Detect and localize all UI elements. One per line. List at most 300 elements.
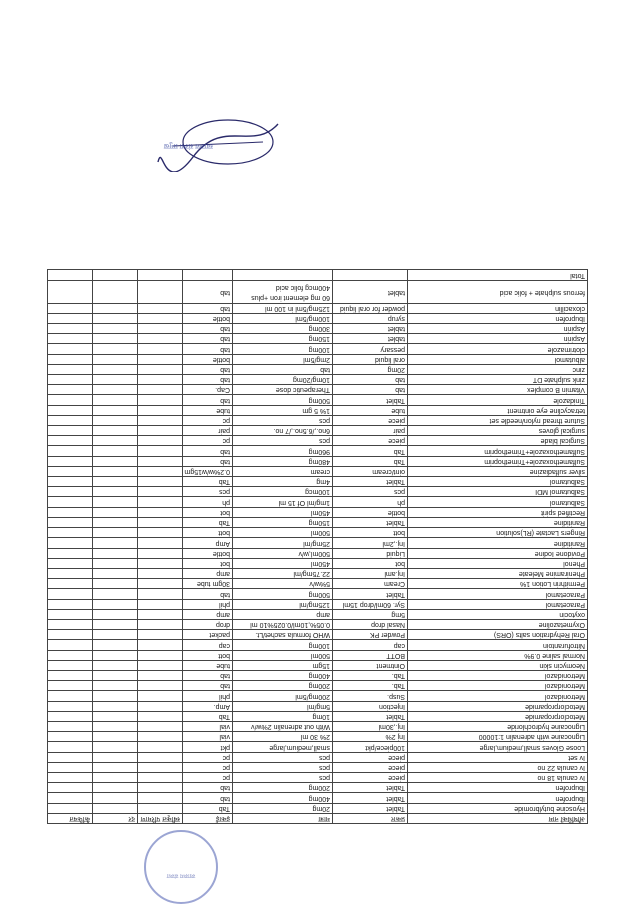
rate [93,762,138,772]
medicine-unit: tab [183,395,233,405]
approved-qty [138,568,183,578]
medicine-strength: tab [233,364,333,374]
approved-qty [138,589,183,599]
approved-qty [138,354,183,364]
medicine-strength: 500mg [233,589,333,599]
medicine-strength: 60 mg element iron +plus 400mcg folic acid [233,280,333,303]
medicine-strength: 100mg [233,344,333,354]
approved-qty [138,334,183,344]
approved-qty [138,762,183,772]
rate [93,548,138,558]
remarks [48,466,93,476]
approved-qty [138,691,183,701]
rate [93,446,138,456]
table-row [48,426,588,436]
medicine-unit: bottle [183,354,233,364]
medicine-name: Paracetamol [408,599,588,609]
medicine-strength: pcs [233,762,333,772]
rate [93,772,138,782]
rate [93,426,138,436]
medicine-form: piece [333,436,408,446]
office-stamp: स्वास्थ्य संस्था प्रमुख [163,142,213,149]
remarks [48,446,93,456]
rate [93,303,138,313]
approved-qty [138,701,183,711]
remarks [48,701,93,711]
medicine-form: Tab. [333,670,408,680]
table-row [48,517,588,527]
approved-qty [138,364,183,374]
remarks [48,762,93,772]
medicine-name: Nitrofurantoin [408,640,588,650]
table-row [48,487,588,497]
remarks [48,324,93,334]
medicine-unit: tube [183,405,233,415]
rate [93,477,138,487]
approved-qty [138,599,183,609]
medicine-strength: 960mg [233,446,333,456]
medicine-form: Nasal drop [333,619,408,629]
table-row [48,691,588,701]
medicine-name: Suture thread nylon/needle set [408,415,588,425]
table-row [48,334,588,344]
remarks [48,548,93,558]
medicine-name: Lignocaine with adrenalin 1:10000 [408,732,588,742]
approved-qty [138,313,183,323]
medicine-form: Tablet [333,589,408,599]
table-row [48,344,588,354]
table-row [48,732,588,742]
approved-qty [138,650,183,660]
rate [93,497,138,507]
medicine-form: Tablet [333,517,408,527]
medicine-name: cloxacillin [408,303,588,313]
medicine-unit: bott [183,528,233,538]
medicine-name: Vitamin B complex [408,385,588,395]
rate [93,711,138,721]
approved-qty [138,436,183,446]
medicine-strength: 2% 30 ml [233,732,333,742]
medicine-unit: phil [183,691,233,701]
medicine-form: Tablet [333,803,408,813]
medicine-form: Tablet [333,711,408,721]
rate [93,334,138,344]
medicine-name: albutamol [408,354,588,364]
remarks [48,313,93,323]
table-row [48,303,588,313]
approved-qty [138,558,183,568]
remarks [48,405,93,415]
remarks [48,375,93,385]
medicine-name: Paracetamol [408,589,588,599]
rate [93,354,138,364]
medicine-form: Injection [333,701,408,711]
medicine-unit: amp [183,568,233,578]
medicine-form: ph [333,497,408,507]
rate [93,324,138,334]
medicine-form: pcs [333,487,408,497]
medicine-name: zink sulphate DT [408,375,588,385]
table-row [48,538,588,548]
medicine-unit: Tab [183,711,233,721]
rate [93,721,138,731]
medicine-strength: 500ml [233,528,333,538]
remarks [48,650,93,660]
rate [93,579,138,589]
medicine-name: Surgical blade [408,436,588,446]
medicine-name: Oxymetazoline [408,619,588,629]
rate [93,395,138,405]
approved-qty [138,303,183,313]
medicine-form: Cream [333,579,408,589]
medicine-form: Tablet [333,395,408,405]
remarks [48,517,93,527]
medicine-unit: 30gm tube [183,579,233,589]
remarks [48,640,93,650]
medicine-strength: WHO formula sachet/Lt. [233,630,333,640]
medicine-strength: 500mg [233,395,333,405]
remarks [48,803,93,813]
table-row [48,436,588,446]
rate [93,599,138,609]
rate [93,507,138,517]
medicine-name: Salbutamol [408,497,588,507]
table-row [48,568,588,578]
medicine-strength: 100mg [233,640,333,650]
medicine-form: Tablet [333,793,408,803]
medicine-unit: Tab [183,517,233,527]
medicine-unit: tab [183,303,233,313]
medicine-strength: 1mg/ml Of 15 ml [233,497,333,507]
remarks [48,711,93,721]
remarks [48,334,93,344]
medicine-name: Pheniramine Meleate [408,568,588,578]
medicine-unit: cap [183,640,233,650]
medicine-name: Ibuprofen [408,313,588,323]
approved-qty [138,783,183,793]
medicine-name: Sulfamethoxazole+Trimethoprim [408,446,588,456]
medicine-unit: amp [183,609,233,619]
table-row [48,548,588,558]
medicine-strength: 200mg/5ml [233,691,333,701]
medicine-form: Tab [333,456,408,466]
medicine-table [47,269,588,824]
medicine-unit: 0.2%w/w15gm [183,466,233,476]
medicine-strength: 4mg [233,477,333,487]
approved-qty [138,385,183,395]
medicine-unit: tab [183,344,233,354]
table-row [48,528,588,538]
medicine-strength: 300mg [233,324,333,334]
medicine-name: Ranitidine [408,517,588,527]
medicine-form: Inj 2% [333,732,408,742]
medicine-strength: 125mg/5ml in 100 ml [233,303,333,313]
approved-qty [138,732,183,742]
medicine-strength: 25mg/ml [233,538,333,548]
remarks [48,344,93,354]
remarks [48,793,93,803]
approved-qty [138,344,183,354]
rate [93,640,138,650]
table-row [48,415,588,425]
remarks [48,436,93,446]
rate [93,487,138,497]
table-row [48,803,588,813]
approved-qty [138,742,183,752]
remarks [48,721,93,731]
medicine-unit: ph [183,497,233,507]
table-row [48,599,588,609]
medicine-name: Iv set [408,752,588,762]
rate [93,456,138,466]
remarks [48,426,93,436]
table-row [48,497,588,507]
medicine-form: Inj.aml [333,568,408,578]
medicine-form: tab [333,385,408,395]
table-row [48,558,588,568]
medicine-name: Metronidazol [408,681,588,691]
remarks [48,477,93,487]
table-row [48,477,588,487]
table-row [48,650,588,660]
rate [93,660,138,670]
rate [93,364,138,374]
medicine-form: piece [333,762,408,772]
remarks [48,670,93,680]
remarks [48,395,93,405]
table-row [48,721,588,731]
remarks [48,579,93,589]
approved-qty [138,456,183,466]
rate [93,630,138,640]
remarks [48,783,93,793]
table-row [48,579,588,589]
medicine-strength: 22.75mg/ml [233,568,333,578]
remarks [48,456,93,466]
medicine-strength: pcs [233,752,333,762]
medicine-unit: pc [183,415,233,425]
table-row [48,783,588,793]
medicine-strength: 0.05%,10ml/0.025%10 ml [233,619,333,629]
approved-qty [138,446,183,456]
remarks [48,507,93,517]
medicine-strength: 2mg/5ml [233,354,333,364]
medicine-form: tube [333,405,408,415]
medicine-unit: pcs [183,487,233,497]
medicine-name: Metoclorpropamide [408,701,588,711]
approved-qty [138,324,183,334]
medicine-name: silver sulfadiazine [408,466,588,476]
rate [93,783,138,793]
table-row [48,385,588,395]
medicine-unit: bottle [183,548,233,558]
table-row [48,762,588,772]
table-row [48,507,588,517]
medicine-form: syrup [333,313,408,323]
medicine-unit: tab [183,681,233,691]
medicine-form: piece [333,752,408,762]
remarks [48,589,93,599]
medicine-unit: bottle [183,313,233,323]
medicine-strength: Therapeutic dose [233,385,333,395]
medicine-unit: tab [183,670,233,680]
medicine-name: Iv canula 22 no [408,762,588,772]
medicine-name: Lignocaine hydrochloride [408,721,588,731]
medicine-unit: vial [183,721,233,731]
rate [93,375,138,385]
medicine-unit: tube [183,660,233,670]
approved-qty [138,640,183,650]
medicine-name: Ibuprofen [408,783,588,793]
rate [93,568,138,578]
medicine-strength: pcs [233,415,333,425]
medicine-strength: 10mg/20mg [233,375,333,385]
approved-qty [138,280,183,303]
table-row [48,752,588,762]
table-row [48,772,588,782]
approved-qty [138,711,183,721]
medicine-form: 100piece/pkt [333,742,408,752]
approved-qty [138,426,183,436]
col-rate: दर [93,813,138,823]
remarks [48,385,93,395]
rate [93,344,138,354]
table-row [48,395,588,405]
medicine-unit: phil [183,599,233,609]
medicine-strength: 15gm [233,660,333,670]
rate [93,650,138,660]
medicine-form: bott [333,528,408,538]
medicine-unit: Amp. [183,701,233,711]
approved-qty [138,538,183,548]
medicine-strength: 1% 5 gm [233,405,333,415]
medicine-name: Ranitidine [408,538,588,548]
col-name: औषधिको नाम [408,813,588,823]
rate [93,619,138,629]
rate [93,538,138,548]
medicine-strength: 150mg [233,334,333,344]
medicine-strength: 5mg/ml [233,701,333,711]
approved-qty [138,395,183,405]
medicine-form: tablet [333,324,408,334]
col-qty: स्वीकृत परिमाण [138,813,183,823]
medicine-form: cap [333,640,408,650]
col-form: प्रकार [333,813,408,823]
medicine-name: Aspirin [408,324,588,334]
medicine-strength: 125mg/ml [233,599,333,609]
table-row [48,354,588,364]
medicine-strength: 200mg [233,681,333,691]
medicine-strength: pcs [233,436,333,446]
approved-qty [138,528,183,538]
remarks [48,681,93,691]
medicine-unit: tab [183,334,233,344]
medicine-strength: 500ml,w/v [233,548,333,558]
medicine-form: bot [333,558,408,568]
medicine-strength: 500ml [233,650,333,660]
table-row [48,280,588,303]
medicine-name: Metronidazol [408,670,588,680]
medicine-form: 20mg [333,364,408,374]
medicine-strength: 450ml [233,558,333,568]
medicine-form: Powder PK [333,630,408,640]
remarks [48,752,93,762]
approved-qty [138,375,183,385]
medicine-unit: Tab [183,477,233,487]
medicine-name: tetracycline eye ointment [408,405,588,415]
medicine-name: surgical gloves [408,426,588,436]
medicine-unit: pc [183,436,233,446]
medicine-name: Oral Rehydration salts (ORS) [408,630,588,640]
medicine-form: oral liquid [333,354,408,364]
medicine-name: Loose Gloves small,medium,large [408,742,588,752]
approved-qty [138,681,183,691]
approved-qty [138,466,183,476]
remarks [48,303,93,313]
medicine-strength: With out adrenalin 2%w/v [233,721,333,731]
remarks [48,558,93,568]
medicine-name: Sulfamethoxazole+Trimethoprim [408,456,588,466]
medicine-form: Susp. [333,691,408,701]
medicine-strength: 5%w/v [233,579,333,589]
table-header-row [48,813,588,823]
rate [93,313,138,323]
approved-qty [138,793,183,803]
rate [93,466,138,476]
approved-qty [138,670,183,680]
medicine-form: Inj.,30ml [333,721,408,731]
approved-qty [138,507,183,517]
approved-qty [138,609,183,619]
medicine-name: Tinidazole [408,395,588,405]
approved-qty [138,772,183,782]
medicine-name: clotrimazole [408,344,588,354]
medicine-strength: 200mg [233,783,333,793]
table-row [48,405,588,415]
approved-qty [138,487,183,497]
medicine-unit: tab [183,364,233,374]
medicine-strength: 150mg [233,517,333,527]
official-seal [144,830,218,904]
medicine-name: Hyoscine butylbromide [408,803,588,813]
approved-qty [138,579,183,589]
medicine-strength: 450ml [233,507,333,517]
medicine-strength: 20mg [233,803,333,813]
remarks [48,732,93,742]
rate [93,589,138,599]
table-row [48,660,588,670]
medicine-name: Metronidazol [408,691,588,701]
medicine-form: pair [333,426,408,436]
medicine-strength: 100mg/5ml [233,313,333,323]
total-label: Total [408,270,588,280]
medicine-unit: Cap. [183,385,233,395]
table-row [48,589,588,599]
remarks [48,364,93,374]
remarks [48,354,93,364]
rate [93,752,138,762]
table-row [48,313,588,323]
medicine-name: Iv canula 18 no [408,772,588,782]
medicine-name: Salbutamol [408,477,588,487]
medicine-form: tablet [333,280,408,303]
medicine-unit: tab [183,375,233,385]
medicine-unit: drop [183,619,233,629]
medicine-unit: pc [183,752,233,762]
medicine-unit: pair [183,426,233,436]
remarks [48,568,93,578]
table-row [48,466,588,476]
